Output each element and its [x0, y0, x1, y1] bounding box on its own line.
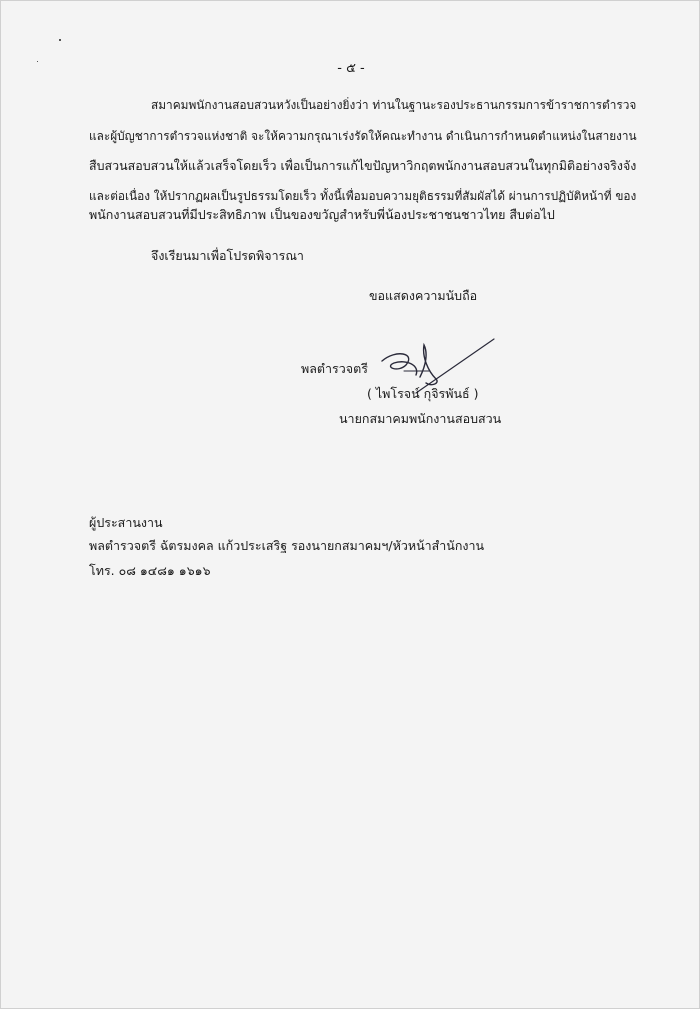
paragraph-line: และผู้บัญชาการตำรวจแห่งชาติ จะให้ความกรุณาเร่งรัดให้คณะทำงาน ดำเนินการกำหนดตำแหน่งในสายงาน — [89, 129, 637, 143]
closing-request: จึงเรียนมาเพื่อโปรดพิจารณา — [151, 248, 304, 263]
paragraph-line: สืบสวนสอบสวนให้แล้วเสร็จโดยเร็ว เพื่อเป็นการแก้ไขปัญหาวิกฤตพนักงานสอบสวนในทุกมิติอย่างจริงจัง — [89, 158, 637, 173]
paragraph-line: สมาคมพนักงานสอบสวนหวังเป็นอย่างยิ่งว่า ท่านในฐานะรองประธานกรรมการข้าราชการตำรวจ — [151, 98, 637, 112]
signer-name: ( ไพโรจน์ กุจิรพันธ์ ) — [367, 386, 479, 401]
salutation: ขอแสดงความนับถือ — [369, 288, 478, 303]
page-number: - ๕ - — [337, 61, 365, 76]
coordinator-person: พลตำรวจตรี ฉัตรมงคล แก้วประเสริฐ รองนายกสมาคมฯ/หัวหน้าสำนักงาน — [89, 538, 485, 553]
coordinator-heading: ผู้ประสานงาน — [89, 515, 163, 530]
scan-speck — [59, 39, 61, 41]
signer-rank: พลตำรวจตรี — [301, 361, 368, 376]
paragraph-line: และต่อเนื่อง ให้ปรากฏผลเป็นรูปธรรมโดยเร็ว ทั้งนี้เพื่อมอบความยุติธรรมที่สัมผัสได้ ผ่านการปฏิบัติหน้าที่ ของ — [89, 189, 637, 203]
paragraph-line: พนักงานสอบสวนที่มีประสิทธิภาพ เป็นของขวัญสำหรับพี่น้องประชาชนชาวไทย สืบต่อไป — [89, 207, 555, 222]
coordinator-phone: โทร. ๐๘ ๑๔๘๑ ๑๖๑๖ — [89, 563, 211, 578]
signer-position: นายกสมาคมพนักงานสอบสวน — [339, 411, 502, 426]
